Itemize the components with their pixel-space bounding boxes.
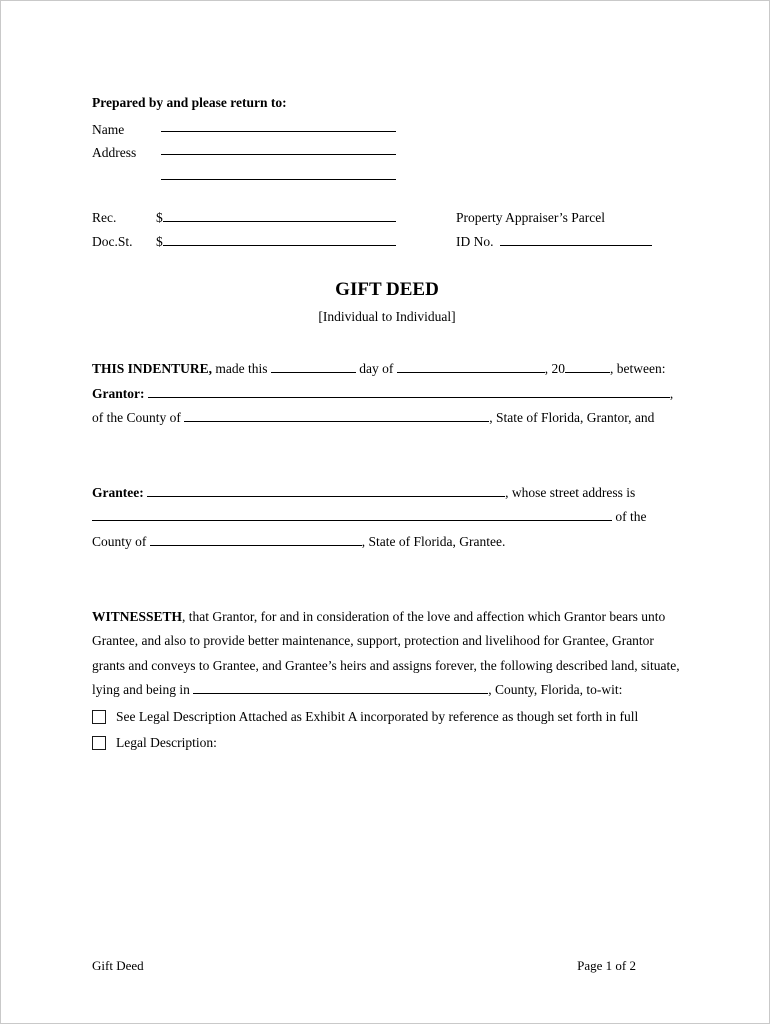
year-fill-line[interactable] [565, 359, 610, 373]
rec-amount-fill-line[interactable] [163, 208, 396, 222]
exhibit-a-checkbox[interactable] [92, 710, 106, 724]
doc-st-dollar-sign: $ [156, 234, 163, 249]
footer-page-number: Page 1 of 2 [577, 958, 636, 973]
parcel-id-row [456, 230, 682, 254]
grantor-trailing-comma: , [669, 385, 674, 401]
address-row [92, 141, 682, 164]
grantee-street-address-fill-line[interactable] [92, 508, 612, 522]
grantee-county-paragraph [92, 530, 682, 555]
document-title: GIFT DEED [335, 279, 439, 300]
grantee-address-suffix: , whose street address is [505, 484, 636, 500]
address-fill-line-1[interactable] [161, 141, 396, 155]
exhibit-a-label: See Legal Description Attached as Exhibit A incorporated by reference as though set forth in full [116, 708, 639, 724]
name-label: Name [92, 122, 125, 137]
grantee-of-the: of the [612, 509, 647, 525]
witnesseth-suffix: , County, Florida, to-wit: [488, 682, 623, 698]
page-content [92, 94, 682, 755]
grantee-label: Grantee: [92, 484, 144, 500]
rec-label: Rec. [92, 210, 117, 225]
grantee-paragraph [92, 481, 682, 506]
doc-st-row [92, 230, 456, 254]
name-fill-line[interactable] [161, 118, 396, 132]
recording-fees-column [92, 206, 456, 254]
rec-dollar-sign: $ [156, 210, 163, 225]
legal-description-label: Legal Description: [116, 734, 217, 750]
parcel-id-fill-line[interactable] [500, 232, 652, 246]
witnesseth-paragraph [92, 605, 682, 703]
grantee-county-prefix: County of [92, 533, 150, 549]
indenture-day-of: day of [355, 361, 397, 376]
recording-block [92, 206, 682, 254]
address-row-2 [92, 164, 682, 187]
grantor-county-fill-line[interactable] [184, 408, 489, 422]
witnesseth-lead: WITNESSETH [92, 608, 183, 624]
grantor-county-prefix: of the County of [92, 410, 185, 426]
grantor-label: Grantor: [92, 385, 145, 401]
grantor-name-fill-line[interactable] [148, 384, 670, 398]
doc-st-label: Doc.St. [92, 234, 133, 249]
grantor-paragraph [92, 382, 682, 407]
footer-document-name: Gift Deed [92, 958, 144, 973]
month-fill-line[interactable] [397, 359, 545, 373]
grantee-name-fill-line[interactable] [147, 483, 505, 497]
exhibit-a-row [92, 705, 682, 729]
grantor-county-suffix: , State of Florida, Grantor, and [489, 410, 655, 426]
document-subtitle: [Individual to Individual] [318, 309, 456, 324]
doc-st-amount-fill-line[interactable] [163, 232, 396, 246]
rec-row [92, 206, 456, 230]
parcel-label-row [456, 206, 682, 230]
indenture-made-this: made this [212, 361, 271, 376]
address-fill-line-2[interactable] [161, 166, 396, 180]
prepared-by-heading: Prepared by and please return to: [92, 95, 287, 110]
page-footer [92, 958, 636, 974]
grantee-address-paragraph [92, 505, 682, 530]
grantee-county-fill-line[interactable] [150, 532, 362, 546]
legal-description-row [92, 731, 682, 755]
indenture-paragraph [92, 357, 682, 382]
grantee-county-suffix: , State of Florida, Grantee. [361, 533, 506, 549]
day-fill-line[interactable] [271, 359, 356, 373]
grantor-county-paragraph [92, 406, 682, 431]
witnesseth-body: , that Grantor, for and in consideration of the love and affection which Grantor bears unto Grantee, and also to provide better maintenance, support, protection and livelihood for Grantee, Grantor grants and conveys to Grantee, and Grantee’s heirs and assigns forever, the following described land, situate, lying and being in [92, 608, 680, 698]
indenture-lead: THIS INDENTURE, [92, 361, 213, 376]
parcel-column [456, 206, 682, 254]
name-row [92, 118, 682, 141]
address-label: Address [92, 145, 137, 160]
indenture-year-prefix: , 20 [544, 361, 566, 376]
id-no-label: ID No. [456, 234, 494, 249]
indenture-between: , between: [610, 361, 666, 376]
parcel-label: Property Appraiser’s Parcel [456, 210, 605, 225]
property-location-fill-line[interactable] [193, 681, 488, 695]
legal-description-checkbox[interactable] [92, 736, 106, 750]
